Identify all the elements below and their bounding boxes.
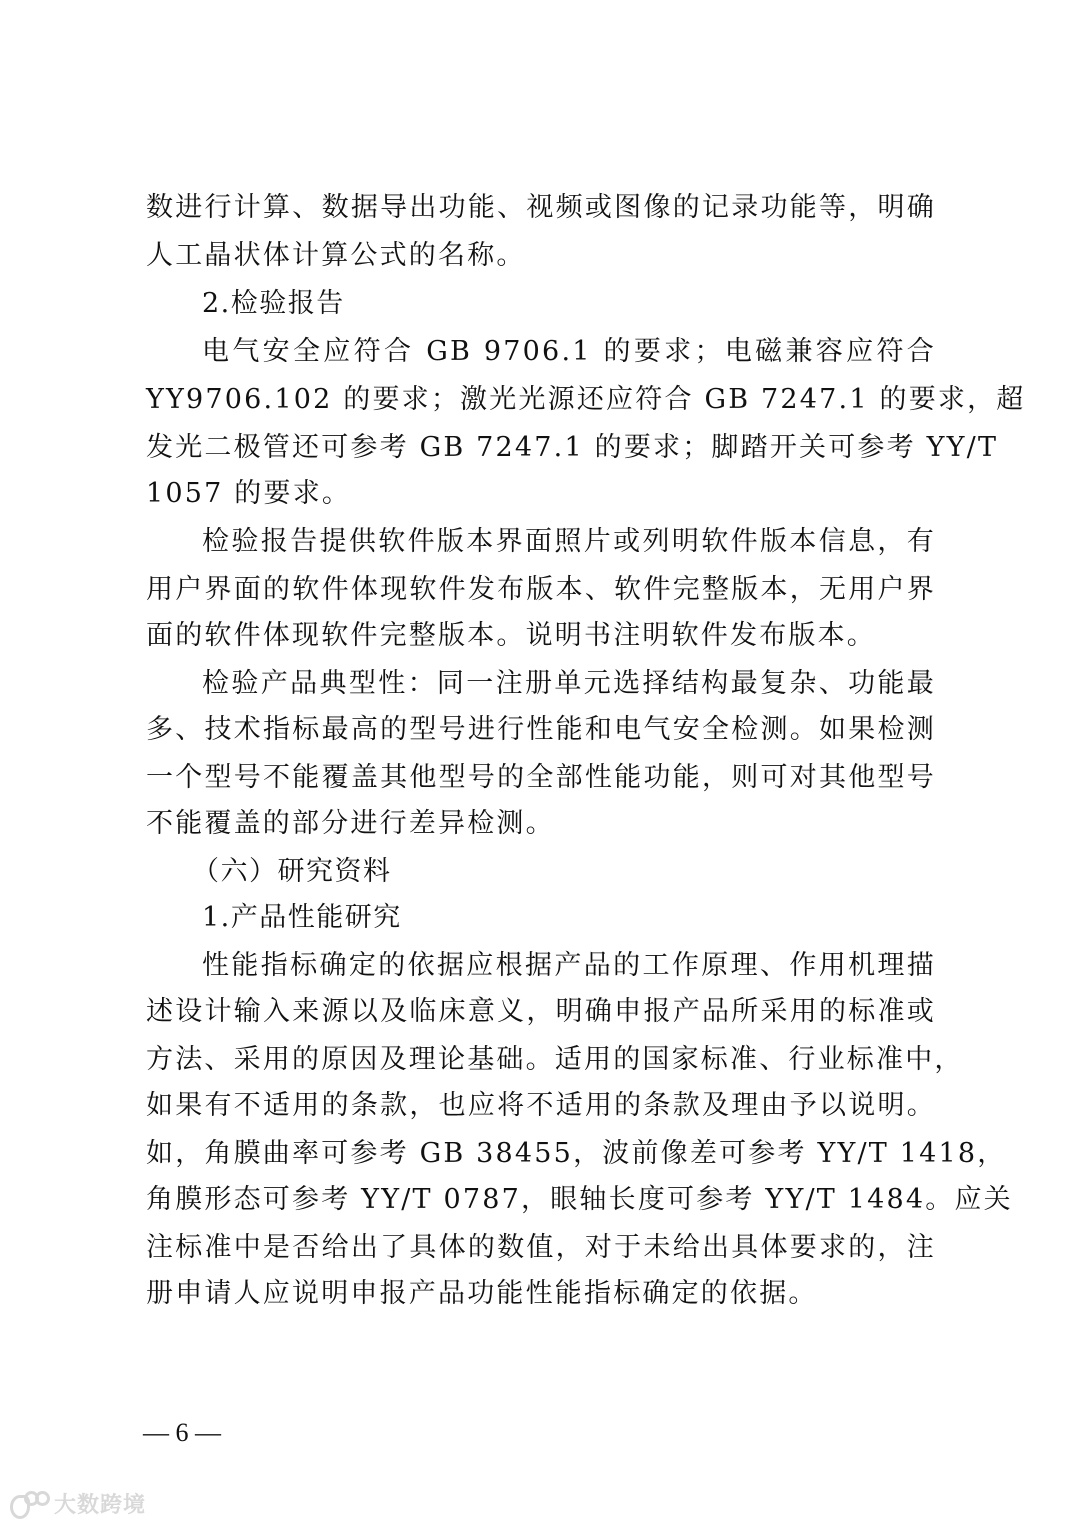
paragraph-line: 检验报告提供软件版本界面照片或列明软件版本信息，有 — [202, 526, 936, 557]
paragraph-line: 如果有不适用的条款，也应将不适用的条款及理由予以说明。 — [146, 1090, 936, 1121]
paragraph-line: 数进行计算、数据导出功能、视频或图像的记录功能等，明确 — [146, 192, 936, 223]
paragraph-line: 性能指标确定的依据应根据产品的工作原理、作用机理描 — [202, 950, 936, 981]
paragraph-line: YY9706.102 的要求；激光光源还应符合 GB 7247.1 的要求，超 — [146, 384, 1026, 415]
paragraph-line: 面的软件体现软件完整版本。说明书注明软件发布版本。 — [146, 620, 876, 651]
watermark — [10, 1488, 146, 1519]
paragraph-line: 注标准中是否给出了具体的数值，对于未给出具体要求的，注 — [146, 1232, 936, 1263]
watermark-text: 大数跨境 — [54, 1493, 147, 1518]
paragraph-line: 用户界面的软件体现软件发布版本、软件完整版本，无用户界 — [146, 574, 936, 605]
paragraph-line: 述设计输入来源以及临床意义，明确申报产品所采用的标准或 — [146, 996, 936, 1027]
paragraph-line: 1057 的要求。 — [146, 478, 352, 509]
section-heading: （六）研究资料 — [192, 856, 392, 887]
section-heading: 2.检验报告 — [202, 288, 345, 319]
paragraph-line: 如，角膜曲率可参考 GB 38455，波前像差可参考 YY/T 1418， — [146, 1138, 1007, 1169]
paragraph-line: 一个型号不能覆盖其他型号的全部性能功能，则可对其他型号 — [146, 762, 936, 793]
paragraph-line: 不能覆盖的部分进行差异检测。 — [146, 808, 555, 839]
paragraph-line: 方法、采用的原因及理论基础。适用的国家标准、行业标准中， — [146, 1044, 964, 1075]
paragraph-line: 角膜形态可参考 YY/T 0787，眼轴长度可参考 YY/T 1484。应关 — [146, 1184, 1013, 1215]
paragraph-line: 电气安全应符合 GB 9706.1 的要求；电磁兼容应符合 — [202, 336, 936, 367]
paragraph-line: 册申请人应说明申报产品功能性能指标确定的依据。 — [146, 1278, 818, 1309]
paragraph-line: 发光二极管还可参考 GB 7247.1 的要求；脚踏开关可参考 YY/T — [146, 432, 999, 463]
paragraph-line: 人工晶状体计算公式的名称。 — [146, 240, 526, 271]
paragraph-line: 多、技术指标最高的型号进行性能和电气安全检测。如果检测 — [146, 714, 936, 745]
section-heading: 1.产品性能研究 — [202, 902, 402, 933]
paragraph-line: 检验产品典型性：同一注册单元选择结构最复杂、功能最 — [202, 668, 936, 699]
brand-logo-icon — [10, 1491, 50, 1517]
page-number: — 6 — — [143, 1418, 221, 1447]
